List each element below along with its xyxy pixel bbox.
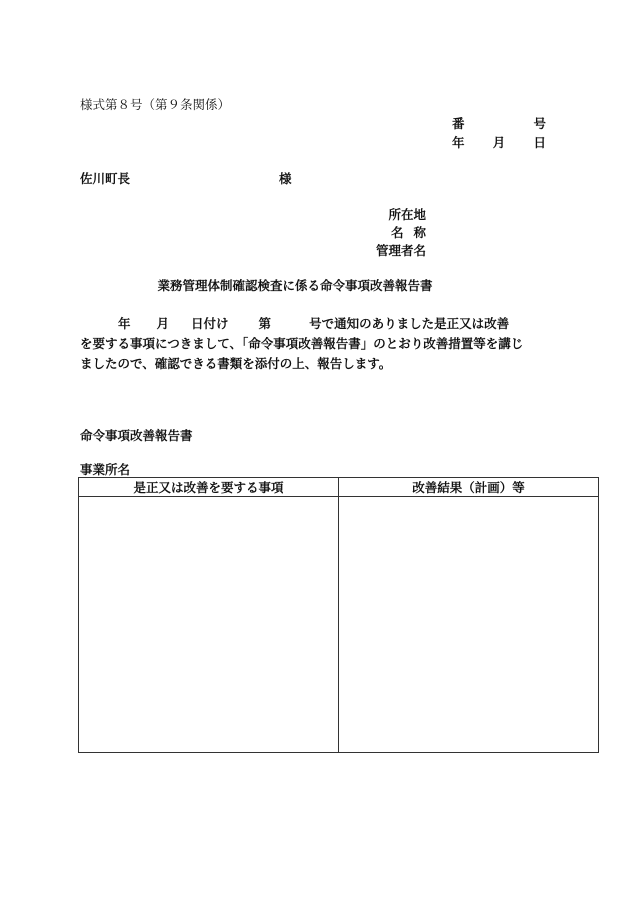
header-result-column: 改善結果（計画）等 (339, 478, 599, 497)
body-year: 年 (118, 316, 131, 331)
date-day: 日 (533, 135, 546, 150)
table-row (79, 497, 599, 753)
issue-cell[interactable] (79, 497, 339, 753)
body-text (80, 314, 550, 374)
body-line-1-rest: 号で通知のありました是正又は改善 (309, 316, 510, 331)
section-heading: 命令事項改善報告書 (80, 428, 193, 443)
addressee (80, 169, 292, 187)
document-number-row (452, 114, 546, 132)
addressee-name: 佐川町長 (80, 171, 131, 186)
date-month: 月 (492, 135, 506, 150)
document-number-go: 号 (533, 116, 546, 131)
sender-name-label (360, 223, 426, 241)
document-title: 業務管理体制確認検査に係る命令事項改善報告書 (157, 278, 433, 293)
sender-address-label: 所在地 (388, 207, 426, 222)
addressee-honorific: 様 (279, 171, 292, 186)
table-header-row (79, 478, 599, 497)
office-name-label: 事業所名 (80, 462, 131, 477)
document-number-ban: 番 (452, 116, 465, 131)
form-number: 様式第８号（第９条関係） (80, 97, 231, 112)
body-dai: 第 (258, 316, 272, 331)
body-month: 月 (156, 316, 170, 331)
result-cell[interactable] (339, 497, 599, 753)
document-date-row (452, 133, 546, 151)
sender-name-label-part2: 称 (413, 225, 426, 240)
header-issue-column: 是正又は改善を要する事項 (79, 478, 339, 497)
body-line-1 (80, 314, 550, 334)
sender-manager-label: 管理者名 (375, 243, 426, 258)
body-date-suffix: 日付け (191, 316, 229, 331)
report-table (78, 477, 599, 753)
sender-name-label-part1: 名 (390, 225, 404, 240)
body-line-3: ましたので、確認できる書類を添付の上、報告します。 (80, 356, 392, 371)
date-year: 年 (452, 135, 465, 150)
body-line-2: を要する事項につきまして、「命令事項改善報告書」のとおり改善措置等を講じ (80, 336, 524, 351)
